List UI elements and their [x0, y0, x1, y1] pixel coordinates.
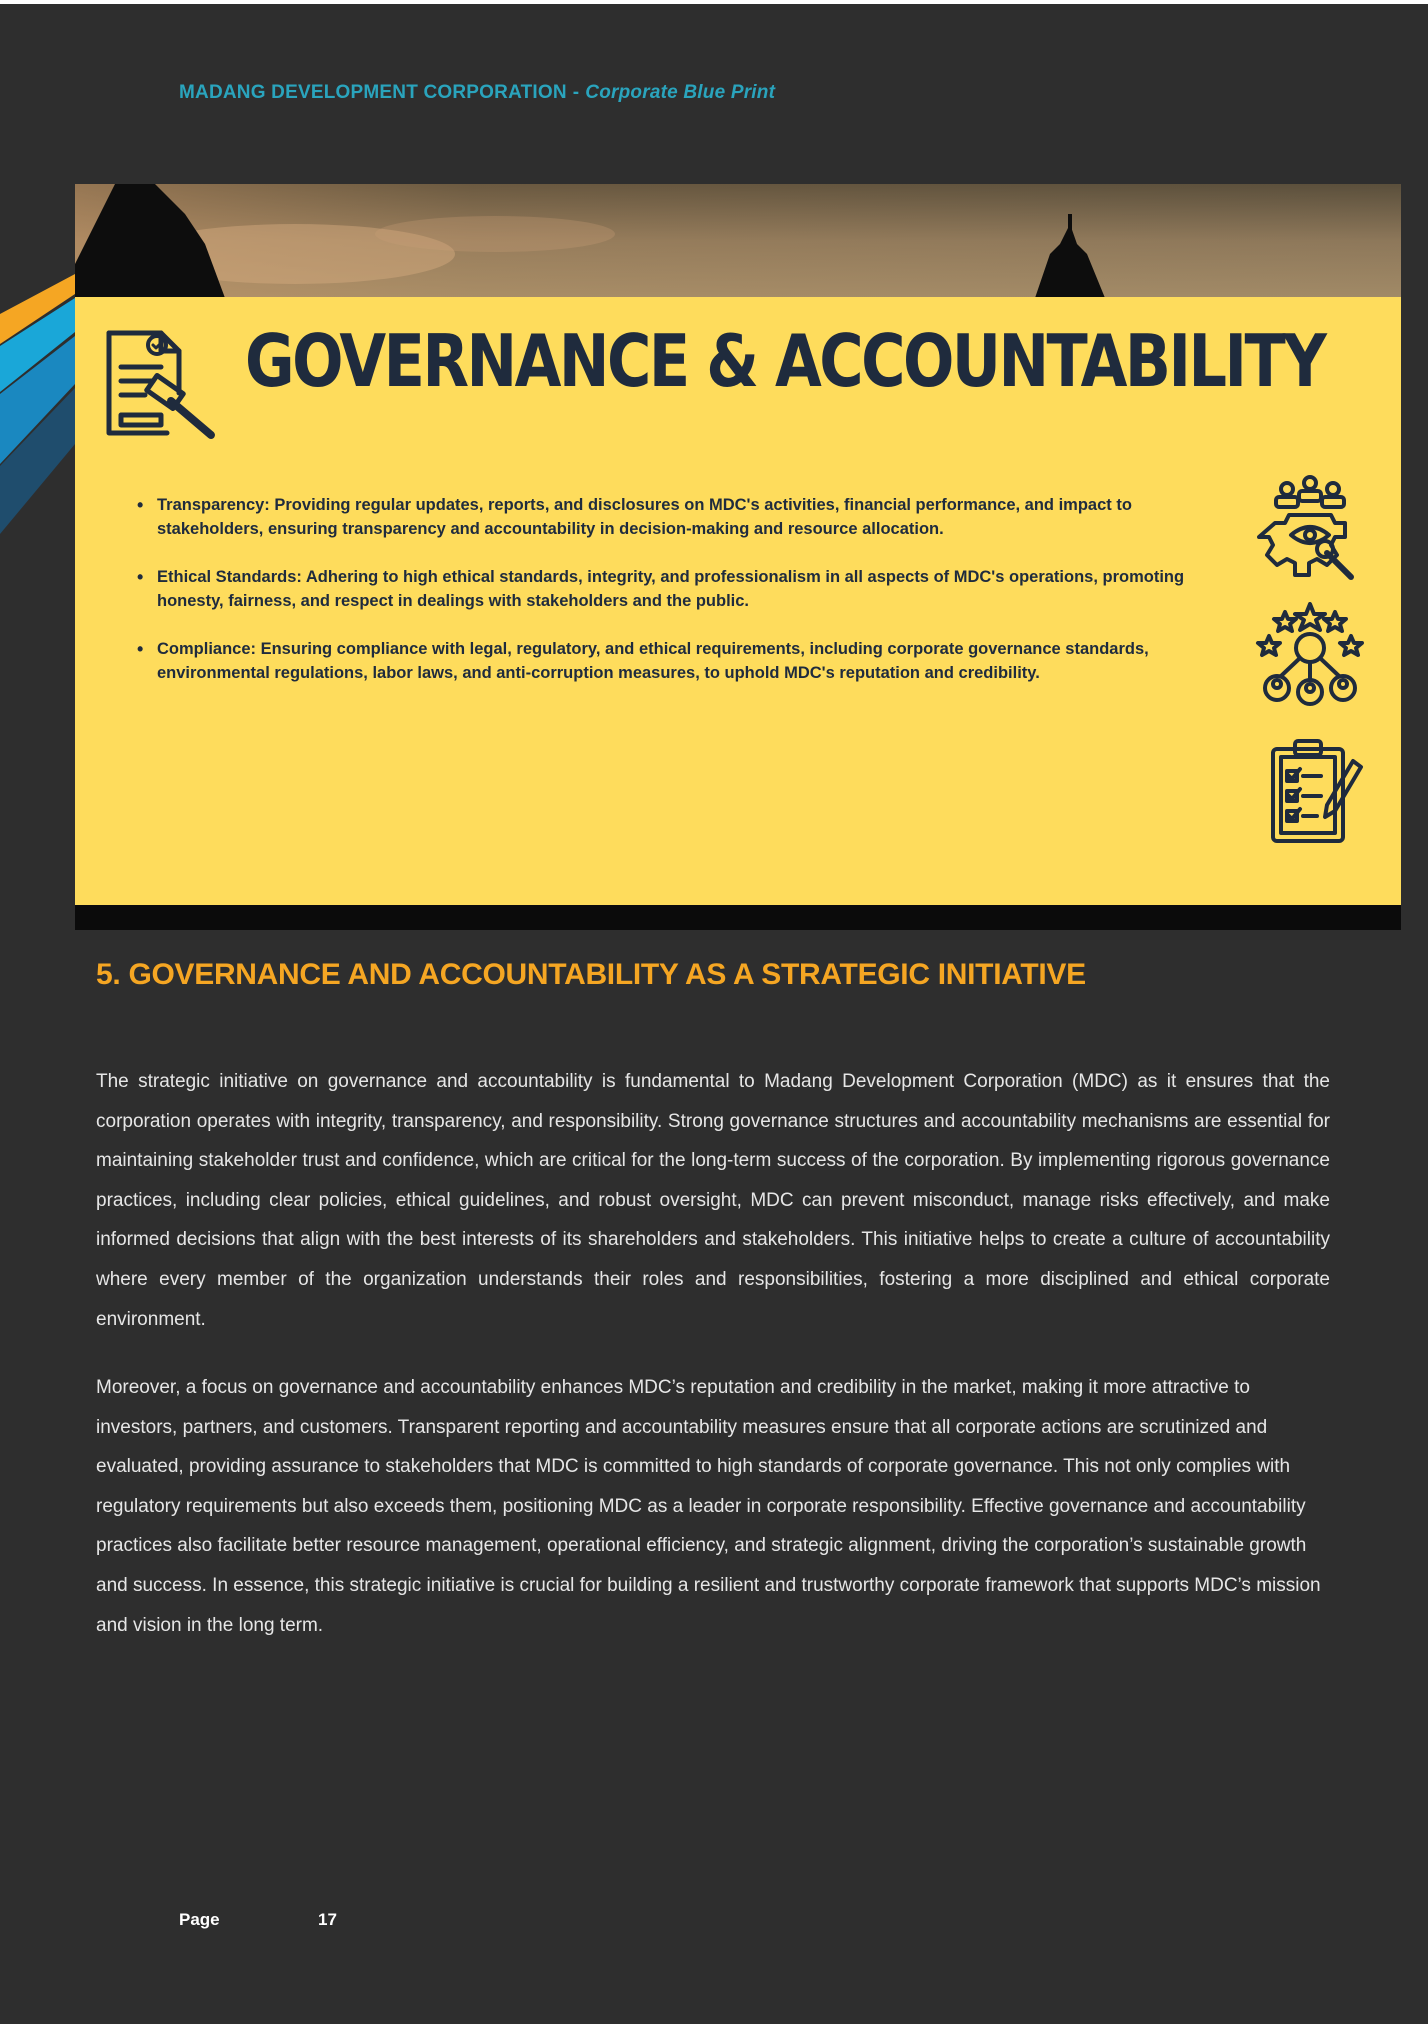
banner-yellow-panel	[75, 297, 1401, 905]
bullet-transparency: • Transparency: Providing regular updates, reports, and disclosures on MDC's activities, financial performance, and impact to stakeholders, ensuring transparency and accountability in decision-making and resource allocation.	[137, 493, 1197, 541]
bullet-ethical-standards: • Ethical Standards: Adhering to high ethical standards, integrity, and professionalism in all aspects of MDC's operations, promoting honesty, fairness, and respect in dealings with stakeholders and the public.	[137, 565, 1197, 613]
header-separator: -	[572, 82, 580, 103]
document-title: Corporate Blue Print	[585, 82, 776, 103]
page-label: Page	[179, 1910, 220, 1929]
banner-image	[75, 184, 1401, 930]
banner-bullet-list	[137, 493, 1197, 709]
sunset-photo-strip	[75, 184, 1401, 298]
running-header	[179, 82, 775, 104]
page-number: 17	[318, 1910, 337, 1929]
checklist-clipboard-icon	[1255, 737, 1365, 847]
bullet-compliance: • Compliance: Ensuring compliance with legal, regulatory, and ethical requirements, including corporate governance standards, environmental regulations, labor laws, and anti-corruption measures, to uphold MDC's reputation and credibility.	[137, 637, 1197, 685]
oversight-gear-eye-icon	[1255, 473, 1365, 583]
section-heading: 5. GOVERNANCE AND ACCOUNTABILITY AS A STRATEGIC INITIATIVE	[96, 958, 1086, 991]
body-paragraph-1: The strategic initiative on governance and accountability is fundamental to Madang Development Corporation (MDC) as it ensures that the corporation operates with integrity, transparency, and responsibility. Strong governance structures and accountability mechanisms are essential for maintaining stakeholder trust and confidence, which are critical for the long-term success of the corporation. By implementing rigorous governance practices, including clear policies, ethical guidelines, and robust oversight, MDC can prevent misconduct, manage risks effectively, and make informed decisions that align with the best interests of its shareholders and stakeholders. This initiative helps to create a culture of accountability where every member of the organization understands their roles and responsibilities, fostering a more disciplined and ethical corporate environment.	[96, 1071, 1330, 1330]
body-paragraph-2: Moreover, a focus on governance and accountability enhances MDC’s reputation and credibility in the market, making it more attractive to investors, partners, and customers. Transparent reporting and accountability measures ensure that all corporate actions are scrutinized and evaluated, providing assurance to stakeholders that MDC is committed to high standards of corporate governance. This not only complies with regulatory requirements but also exceeds them, positioning MDC as a leader in corporate responsibility. Effective governance and accountability practices also facilitate better resource management, operational efficiency, and strategic alignment, driving the corporation’s sustainable growth and success. In essence, this strategic initiative is crucial for building a resilient and trustworthy corporate framework that supports MDC’s mission and vision in the long term.	[96, 1377, 1321, 1636]
document-page	[0, 4, 1428, 2024]
organization-name: MADANG DEVELOPMENT CORPORATION	[179, 82, 567, 103]
document-gavel-icon	[99, 323, 219, 443]
banner-title: GOVERNANCE & ACCOUNTABILITY	[245, 319, 1325, 403]
stakeholder-network-icon	[1255, 602, 1365, 712]
